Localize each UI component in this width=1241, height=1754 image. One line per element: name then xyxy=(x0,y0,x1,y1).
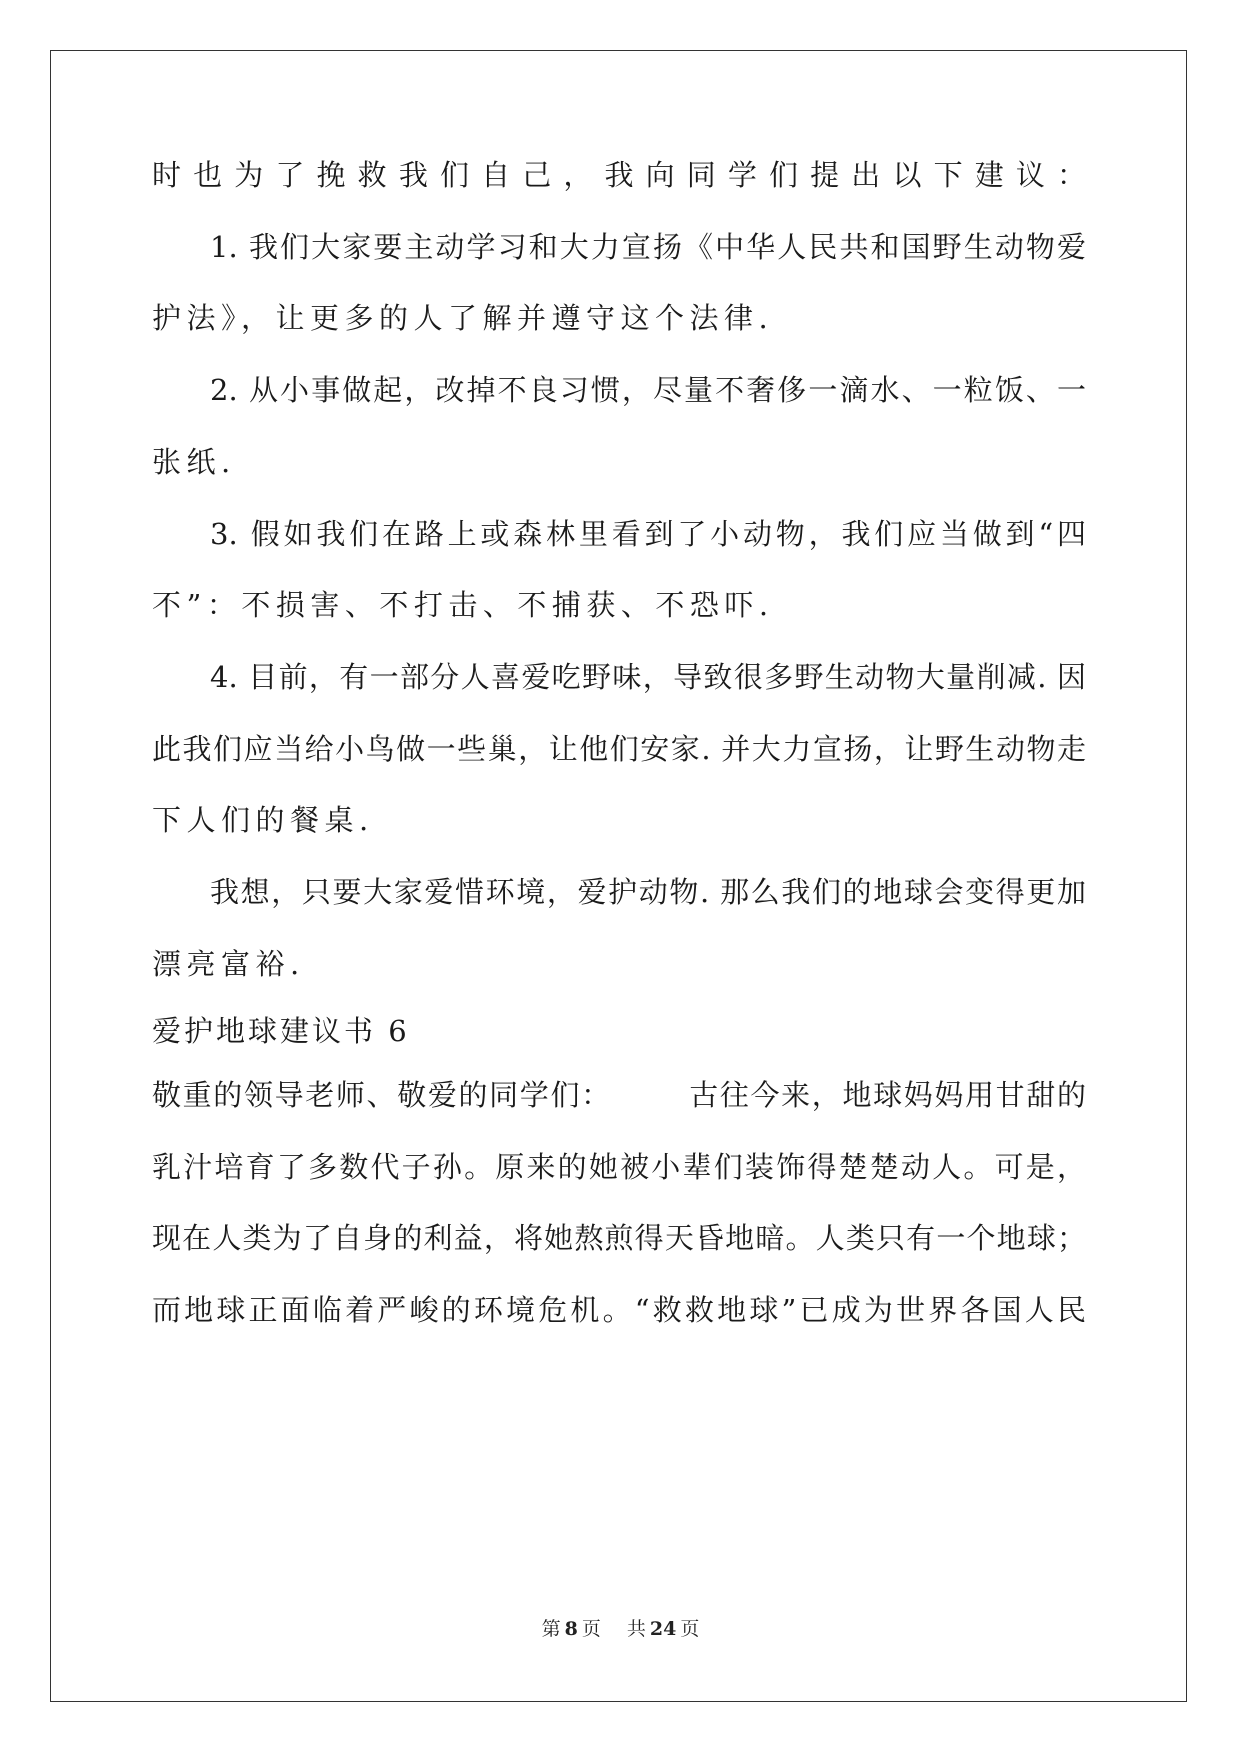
text-line: 而地球正面临着严峻的环境危机。“救救地球”已成为世界各国人民 xyxy=(152,1293,1086,1327)
page-prefix: 第 xyxy=(541,1618,561,1640)
total-prefix: 共 xyxy=(626,1618,646,1640)
text-line: 不”：不损害、不打击、不捕获、不恐吓. xyxy=(152,588,774,622)
text-line: 4. 目前，有一部分人喜爱吃野味，导致很多野生动物大量削减. 因 xyxy=(210,660,1086,694)
text-line: 1. 我们大家要主动学习和大力宣扬《中华人民共和国野生动物爱 xyxy=(210,230,1086,264)
text-line: 现在人类为了自身的利益，将她熬煎得天昏地暗。人类只有一个地球； xyxy=(152,1221,1086,1255)
text-line: 3. 假如我们在路上或森林里看到了小动物，我们应当做到“四 xyxy=(210,517,1086,551)
section-heading: 爱护地球建议书 6 xyxy=(152,1014,410,1048)
total-pages: 24 xyxy=(649,1618,677,1640)
page-footer xyxy=(0,1617,1241,1641)
text-line: 护法》，让更多的人了解并遵守这个法律. xyxy=(152,301,774,335)
page-suffix: 页 xyxy=(581,1618,601,1640)
text-line: 时也为了挽救我们自己，我向同学们提出以下建议： xyxy=(152,158,1086,192)
text-line: 张纸. xyxy=(152,445,236,479)
page-number: 8 xyxy=(564,1618,578,1640)
text-line: 乳汁培育了多数代子孙。原来的她被小辈们装饰得楚楚动人。可是， xyxy=(152,1150,1086,1184)
text-line: 此我们应当给小鸟做一些巢，让他们安家. 并大力宣扬，让野生动物走 xyxy=(152,732,1086,766)
text-line: 下人们的餐桌. xyxy=(152,803,374,837)
text-line: 我想，只要大家爱惜环境，爱护动物. 那么我们的地球会变得更加 xyxy=(210,875,1086,909)
text-line: 2. 从小事做起，改掉不良习惯，尽量不奢侈一滴水、一粒饭、一 xyxy=(210,373,1086,407)
text-line: 敬重的领导老师、敬爱的同学们： 古往今来，地球妈妈用甘甜的 xyxy=(152,1078,1086,1112)
total-suffix: 页 xyxy=(680,1618,700,1640)
text-line: 漂亮富裕. xyxy=(152,947,305,981)
